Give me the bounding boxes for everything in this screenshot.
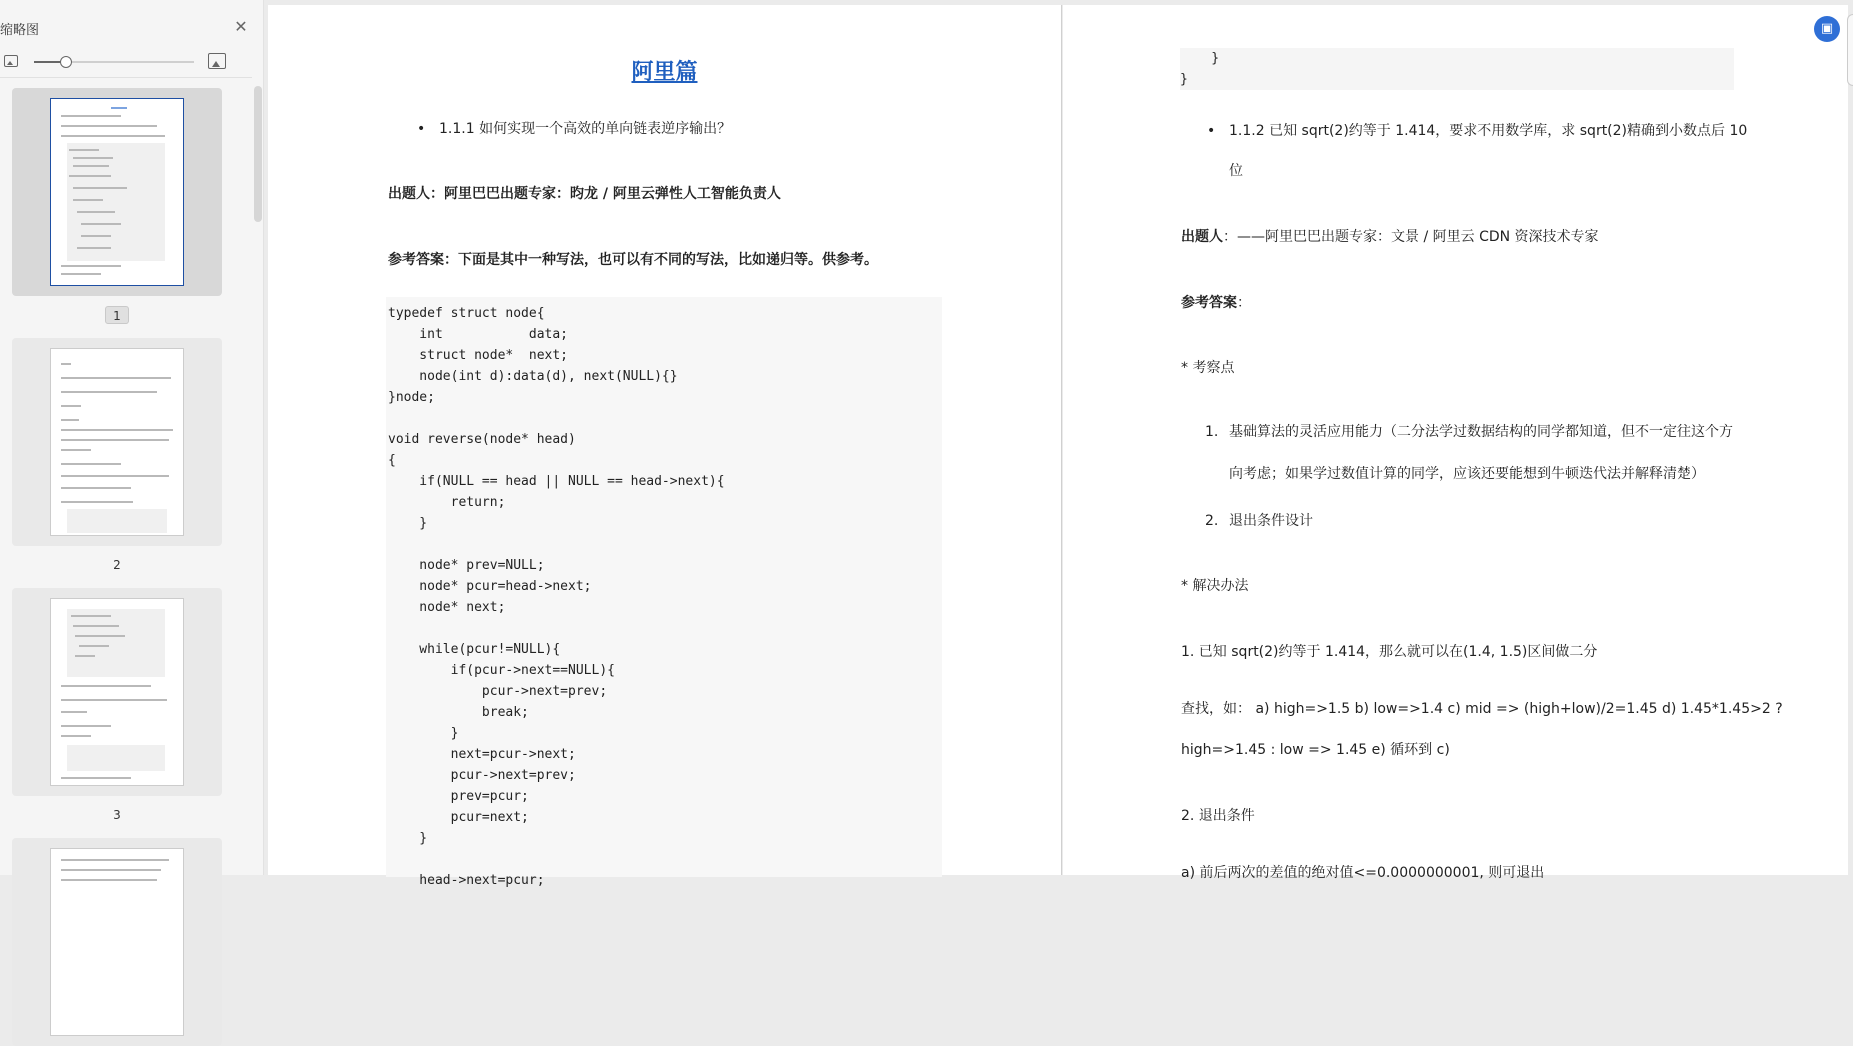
solution-step-1-detail-line1: 查找，如： a) high=>1.5 b) low=>1.4 c) mid => (high+low)/2=1.45 d) 1.45*1.45>2 ? (1181, 701, 1783, 717)
code-line: typedef struct node{ (388, 306, 545, 321)
code-line: pcur->next=prev; (388, 684, 608, 699)
code-line: pcur=next; (388, 810, 529, 825)
code-line: break; (388, 705, 529, 720)
code-line (388, 618, 942, 639)
author-label: 出题人 (1181, 229, 1223, 245)
answer-label-bold: 参考答案 (1181, 295, 1237, 311)
code-block-tail (1180, 48, 1734, 90)
answer-label-2 (1181, 292, 1251, 314)
thumbnail-page-preview (50, 98, 184, 286)
code-line (388, 534, 942, 555)
code-line: while(pcur!=NULL){ (388, 642, 561, 657)
thumbnail-zoom-control (0, 50, 250, 74)
panel-edge-handle[interactable] (1847, 14, 1853, 86)
code-line: node* pcur=head->next; (388, 579, 592, 594)
thumbnail-page-preview (50, 598, 184, 786)
code-line: head->next=pcur; (388, 873, 545, 888)
code-line: } (388, 831, 428, 846)
code-line: if(NULL == head || NULL == head->next){ (388, 474, 725, 489)
sidebar-divider (0, 77, 252, 78)
question-heading-2-line2: 位 (1229, 163, 1243, 179)
sidebar-title: 缩略图 (0, 23, 40, 38)
image-large-icon[interactable] (208, 53, 226, 69)
thumbnail-page-number: 3 (113, 808, 121, 822)
answer-label-colon: ： (1237, 295, 1251, 311)
point-1-number: 1. (1205, 424, 1219, 440)
code-line: node* next; (388, 600, 506, 615)
thumbnail-page-preview (50, 348, 184, 536)
document-title[interactable]: 阿里篇 (631, 60, 698, 85)
code-line: }node; (388, 390, 435, 405)
code-line: } (1180, 72, 1188, 87)
solution-step-2: 2. 退出条件 (1181, 808, 1255, 824)
code-line: node(int d):data(d), next(NULL){} (388, 369, 678, 384)
point-2-number: 2. (1205, 513, 1219, 529)
document-page-left (268, 5, 1062, 888)
author-line: 出题人：阿里巴巴出题专家：昀龙 / 阿里云弹性人工智能负责人 (388, 186, 781, 202)
code-line: void reverse(node* head) (388, 432, 576, 447)
sidebar-header (0, 14, 264, 42)
point-2: 退出条件设计 (1229, 513, 1313, 529)
point-heading: * 考察点 (1181, 360, 1235, 376)
code-line: node* prev=NULL; (388, 558, 545, 573)
solution-step-2-detail: a) 前后两次的差值的绝对值<=0.0000000001, 则可退出 (1181, 865, 1545, 881)
document-page-right (1063, 5, 1848, 881)
code-line (388, 849, 942, 870)
zoom-slider-handle[interactable] (60, 56, 72, 68)
code-line: struct node* next; (388, 348, 569, 363)
thumbnail-page-4[interactable] (12, 838, 222, 1046)
thumbnail-page-2[interactable] (12, 338, 222, 572)
code-line: } (1180, 51, 1220, 66)
question-heading-2-line1: • 1.1.2 已知 sqrt(2)约等于 1.414，要求不用数学库，求 sqrt(2)精确到小数点后 10 (1229, 120, 1747, 142)
thumbnail-page-1[interactable] (12, 88, 222, 323)
thumbnail-zoom-slider[interactable] (34, 61, 194, 63)
point-1-line1: 基础算法的灵活应用能力（二分法学过数据结构的同学都知道，但不一定往这个方 (1229, 424, 1733, 440)
code-line: pcur->next=prev; (388, 768, 576, 783)
solution-step-1-detail-line2: high=>1.45 : low => 1.45 e) 循环到 c) (1181, 742, 1450, 758)
solution-heading: * 解决办法 (1181, 578, 1249, 594)
thumbnail-page-number: 1 (105, 306, 129, 324)
code-line: next=pcur->next; (388, 747, 576, 762)
code-line: return; (388, 495, 506, 510)
thumbnail-sidebar (0, 0, 264, 875)
code-line: } (388, 516, 428, 531)
close-icon[interactable]: ✕ (234, 17, 248, 36)
code-line: { (388, 453, 396, 468)
answer-label: 参考答案：下面是其中一种写法，也可以有不同的写法，比如递归等。供参考。 (388, 252, 878, 268)
code-line: prev=pcur; (388, 789, 529, 804)
code-line (388, 408, 942, 429)
point-1-line2: 向考虑；如果学过数值计算的同学，应该还要能想到牛顿迭代法并解释清楚） (1229, 466, 1705, 482)
save-icon[interactable]: ▣ (1814, 16, 1840, 42)
document-viewer (264, 0, 1853, 888)
code-block (386, 297, 942, 888)
question-heading: • 1.1.1 如何实现一个高效的单向链表逆序输出？ (439, 118, 731, 140)
thumbnail-page-number: 2 (113, 558, 121, 572)
code-line: } (388, 726, 459, 741)
code-line: if(pcur->next==NULL){ (388, 663, 615, 678)
sidebar-scrollbar[interactable] (254, 86, 262, 222)
thumbnail-page-3[interactable] (12, 588, 222, 822)
thumbnail-page-preview (50, 848, 184, 1036)
image-small-icon[interactable] (4, 55, 18, 67)
author-text: ：——阿里巴巴出题专家：文景 / 阿里云 CDN 资深技术专家 (1223, 229, 1599, 245)
author-line-2 (1181, 226, 1599, 248)
code-line: int data; (388, 327, 569, 342)
thumbnail-list (0, 80, 252, 875)
solution-step-1: 1. 已知 sqrt(2)约等于 1.414，那么就可以在(1.4, 1.5)区间做二分 (1181, 644, 1598, 660)
